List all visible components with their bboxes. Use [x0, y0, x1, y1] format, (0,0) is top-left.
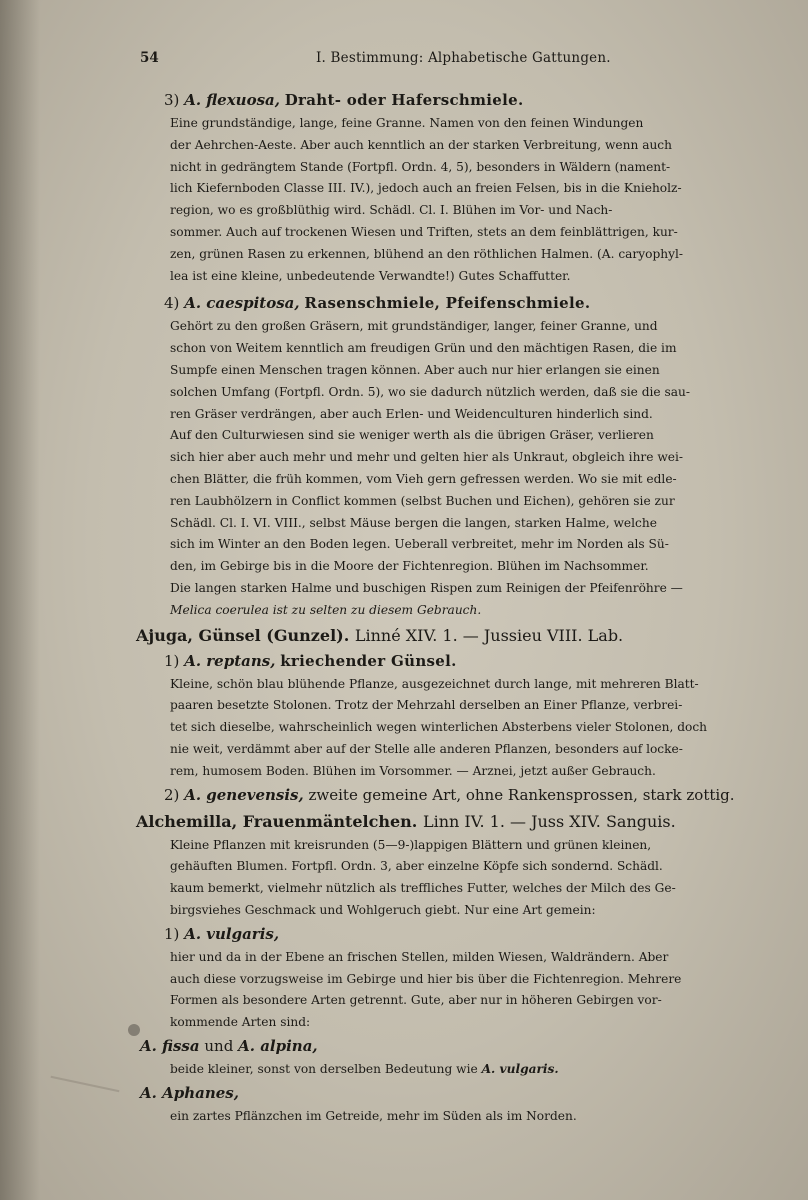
text-line: nicht in gedrängtem Stande (Fortpfl. Ordn. 4, 5), besonders in Wäldern (nament-	[170, 159, 671, 174]
text-line: sommer. Auch auf trockenen Wiesen und Triften, stets an dem feinblättrigen, kur-	[170, 224, 678, 239]
text-line: rem, humosem Boden. Blühen im Vorsommer. — Arznei, jetzt außer Gebrauch.	[170, 763, 656, 778]
conjunction: und	[204, 1036, 234, 1055]
entry-heading	[164, 783, 760, 808]
page-content	[136, 88, 760, 1127]
species-latin-name: A. Aphanes,	[140, 1083, 239, 1102]
genus-name: Ajuga, Günsel (Gunzel).	[136, 625, 350, 645]
entry-description	[170, 1106, 760, 1128]
text-line: region, wo es großblüthig wird. Schädl. Cl. I. Blühen im Vor- und Nach-	[170, 203, 613, 218]
text-line: kaum bemerkt, vielmehr nützlich als treffliches Futter, welches der Milch des Ge-	[170, 881, 676, 896]
text-line: auch diese vorzugsweise im Gebirge und hier bis über die Fichtenregion. Mehrere	[170, 971, 682, 986]
page-number: 54	[140, 50, 159, 66]
entry-number: 3)	[164, 91, 180, 109]
text-line: sich hier aber auch mehr und mehr und gelten hier als Unkraut, obgleich ihre wei-	[170, 450, 683, 465]
species-latin-name: A. genevensis,	[184, 785, 304, 804]
entry-heading	[140, 1034, 760, 1059]
entry-heading	[140, 1081, 760, 1106]
text-line: Melica coerulea ist zu selten zu diesem Gebrauch.	[170, 602, 482, 617]
entry-heading	[164, 922, 760, 947]
page-gutter-shadow	[0, 0, 40, 1200]
species-note: zweite gemeine Art, ohne Rankensprossen, stark zottig.	[308, 785, 735, 804]
genus-classification: Linn IV. 1. — Juss XIV. Sanguis.	[422, 811, 676, 831]
text-line: ren Gräser verdrängen, aber auch Erlen- und Weidenculturen hinderlich sind.	[170, 406, 653, 421]
species-reference: A. vulgaris.	[481, 1061, 559, 1076]
text-line: gehäuften Blumen. Fortpfl. Ordn. 3, aber einzelne Köpfe sich sondernd. Schädl.	[170, 859, 663, 874]
text-span: beide kleiner, sonst von derselben Bedeutung wie	[170, 1061, 478, 1076]
ink-blot	[128, 1024, 140, 1036]
text-line: hier und da in der Ebene an frischen Stellen, milden Wiesen, Waldrändern. Aber	[170, 949, 669, 964]
text-line: solchen Umfang (Fortpfl. Ordn. 5), wo sie dadurch nützlich werden, daß sie die sau-	[170, 384, 691, 399]
text-line: Kleine Pflanzen mit kreisrunden (5—9-)lappigen Blättern und grünen kleinen,	[170, 837, 652, 852]
text-line: Schädl. Cl. I. VI. VIII., selbst Mäuse bergen die langen, starken Halme, welche	[170, 515, 657, 530]
entry-description	[170, 316, 760, 621]
species-latin-name: A. flexuosa,	[184, 91, 280, 109]
running-head: I. Bestimmung: Alphabetische Gattungen.	[316, 50, 611, 66]
text-line: ein zartes Pflänzchen im Getreide, mehr im Süden als im Norden.	[170, 1108, 577, 1123]
text-line: Die langen starken Halme und buschigen Rispen zum Reinigen der Pfeifenröhre —	[170, 580, 683, 595]
text-line: den, im Gebirge bis in die Moore der Fichtenregion. Blühen im Nachsommer.	[170, 559, 649, 574]
genus-heading	[136, 622, 760, 649]
text-line: der Aehrchen-Aeste. Aber auch kenntlich an der starken Verbreitung, wenn auch	[170, 137, 672, 152]
entry-description	[170, 674, 760, 783]
text-line	[170, 1059, 760, 1081]
entry-number: 1)	[164, 651, 180, 670]
genus-description	[170, 835, 760, 922]
entry-number: 2)	[164, 785, 180, 804]
entry-description	[170, 1059, 760, 1081]
text-line: sich im Winter an den Boden legen. Ueberall verbreitet, mehr im Norden als Sü-	[170, 537, 669, 552]
text-line: lea ist eine kleine, unbedeutende Verwandte!) Gutes Schaffutter.	[170, 268, 571, 283]
page-header	[140, 50, 740, 74]
entry-number: 4)	[164, 294, 180, 313]
text-line: lich Kiefernboden Classe III. IV.), jedoch auch an freien Felsen, bis in die Knieholz-	[170, 181, 682, 196]
text-line: ren Laubhölzern in Conflict kommen (selbst Buchen und Eichen), gehören sie zur	[170, 493, 675, 508]
species-common-name: kriechender Günsel.	[280, 651, 457, 670]
entry-description	[170, 113, 760, 287]
text-line: Auf den Culturwiesen sind sie weniger werth als die übrigen Gräser, verlieren	[170, 428, 654, 443]
entry-heading	[164, 88, 760, 113]
entry-number: 1)	[164, 924, 180, 943]
genus-heading	[136, 808, 760, 835]
text-line: chen Blätter, die früh kommen, vom Vieh gern gefressen werden. Wo sie mit edle-	[170, 471, 677, 486]
genus-classification: Linné XIV. 1. — Jussieu VIII. Lab.	[354, 625, 624, 645]
species-latin-name: A. vulgaris,	[184, 924, 280, 943]
species-latin-name: A. caespitosa,	[184, 294, 300, 313]
text-line: schon von Weitem kenntlich am freudigen Grün und den mächtigen Rasen, die im	[170, 341, 677, 356]
text-line: nie weit, verdämmt aber auf der Stelle alle anderen Pflanzen, besonders auf locke-	[170, 741, 683, 756]
text-line: kommende Arten sind:	[170, 1015, 311, 1030]
text-line: Gehört zu den großen Gräsern, mit grundständiger, langer, feiner Granne, und	[170, 319, 658, 334]
text-line: tet sich dieselbe, wahrscheinlich wegen winterlichen Absterbens vieler Stolonen, doch	[170, 720, 708, 735]
text-line: Sumpfe einen Menschen tragen können. Aber auch nur hier erlangen sie einen	[170, 362, 660, 377]
species-latin-name: A. alpina,	[238, 1036, 318, 1055]
text-line: birgsviehes Geschmack und Wohlgeruch giebt. Nur eine Art gemein:	[170, 902, 596, 917]
genus-name: Alchemilla, Frauenmäntelchen.	[136, 811, 418, 831]
text-line: zen, grünen Rasen zu erkennen, blühend an den röthlichen Halmen. (A. caryophyl-	[170, 246, 684, 261]
entry-heading	[164, 291, 760, 316]
text-line: paaren besetzte Stolonen. Trotz der Mehrzahl derselben an Einer Pflanze, verbrei-	[170, 698, 683, 713]
species-latin-name: A. reptans,	[184, 651, 276, 670]
text-line: Kleine, schön blau blühende Pflanze, ausgezeichnet durch lange, mit mehreren Blatt-	[170, 676, 699, 691]
text-line: Formen als besondere Arten getrennt. Gute, aber nur in höheren Gebirgen vor-	[170, 993, 662, 1008]
entry-heading	[164, 649, 760, 674]
entry-description	[170, 947, 760, 1034]
species-common-name: Rasenschmiele, Pfeifenschmiele.	[304, 294, 591, 313]
text-line: Eine grundständige, lange, feine Granne. Namen von den feinen Windungen	[170, 116, 644, 130]
species-latin-name: A. fissa	[140, 1036, 200, 1055]
page-smudge	[51, 1076, 120, 1093]
species-common-name: Draht- oder Haferschmiele.	[284, 91, 524, 109]
